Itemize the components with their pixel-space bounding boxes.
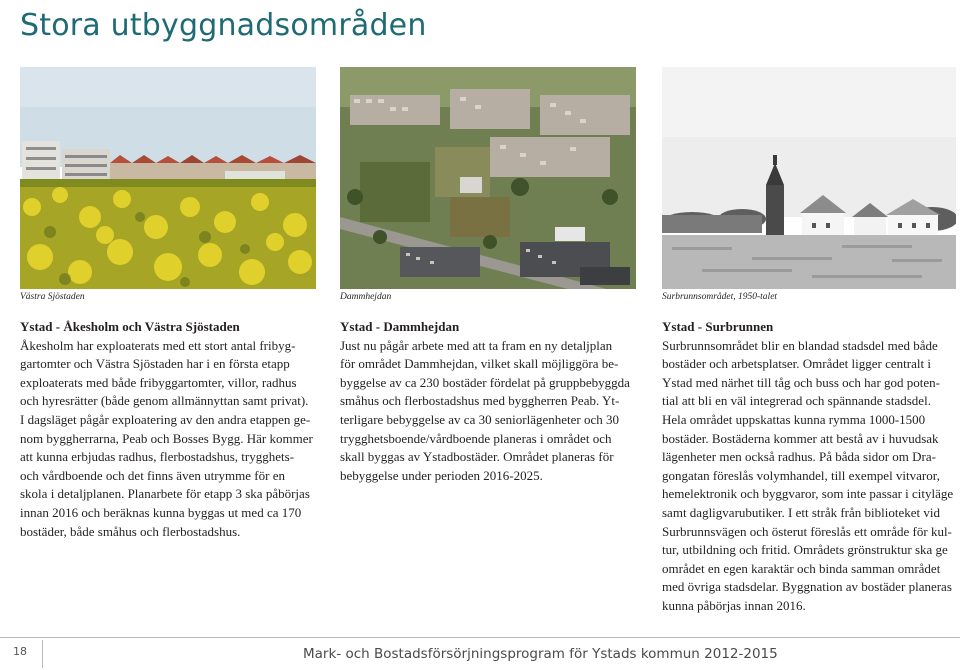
page-number: 18: [13, 645, 27, 658]
body-line: tur, utbildning och fritid. Områdets grönstruktur ska ge: [662, 542, 948, 558]
body-line: bostäder och arbetsplatser. Området ligger centralt i: [662, 356, 931, 372]
body-line: bostäder. Bostäderna kommer att bestå av i huvudsak: [662, 430, 939, 446]
body-line: I dagsläget pågår exploatering av den andra etappen ge-: [20, 411, 311, 427]
body-line: Surbrunnsvägen och österut föreslås ett område för kul-: [662, 523, 952, 539]
body-line: skall byggas av Ystadbostäder. Området planeras för: [340, 449, 614, 465]
body-line: Just nu pågår arbete med att ta fram en ny detaljplan: [340, 337, 613, 353]
body-line: Surbrunnsområdet blir en blandad stadsdel med både: [662, 337, 938, 353]
section-heading: Ystad - Surbrunnen: [662, 319, 774, 334]
section-heading: Ystad - Åkesholm och Västra Sjöstaden: [20, 319, 240, 334]
photo-dammhejdan: [340, 67, 636, 289]
body-line: lägenheter men också radhus. På båda sidor om Dra-: [662, 449, 936, 465]
body-line: tial att bli en väl integrerad och spännande stadsdel.: [662, 393, 931, 409]
photo-caption: Västra Sjöstaden: [20, 292, 85, 302]
body-line: nom byggherrarna, Peab och Bosses Bygg. Här kommer: [20, 430, 313, 446]
body-line: Åkesholm har exploaterats med ett stort antal fribyg-: [20, 337, 296, 353]
page-number-divider: [42, 640, 43, 668]
section-surbrunnen: [662, 318, 957, 616]
photo-caption: Surbrunnsområdet, 1950-talet: [662, 292, 778, 302]
body-line: att kunna erbjudas radhus, flerbostadshus, trygghets-: [20, 449, 295, 465]
body-line: för området Dammhejdan, vilket skall möjliggöra be-: [340, 356, 619, 372]
section-dammhejdan: [340, 318, 640, 485]
body-line: småhus och flerbostadshus med byggherren Peab. Yt-: [340, 393, 620, 409]
footer-divider: [0, 637, 960, 638]
body-line: hemelektronik och byggvaror, som inte passar i cityläge: [662, 486, 954, 502]
body-line: gongatan föreslås volymhandel, till exempel vitvaror,: [662, 467, 940, 483]
body-line: innan 2016 och beräknas kunna byggas ut med ca 170: [20, 504, 302, 520]
section-heading: Ystad - Dammhejdan: [340, 319, 460, 334]
body-line: Ystad med närhet till tåg och buss och har god poten-: [662, 374, 940, 390]
body-line: trygghetsboende/vårdboende planeras i området och: [340, 430, 612, 446]
body-line: bebyggelse under perioden 2016-2025.: [340, 467, 543, 483]
body-line: gartomter och Västra Sjöstaden har i en första etapp: [20, 356, 290, 372]
body-line: exploaterats med både fribyggartomter, villor, radhus: [20, 374, 297, 390]
body-line: samt dagligvarubutiker. I ett stråk från biblioteket vid: [662, 504, 940, 520]
body-line: terligare bebyggelse av ca 30 seniorlägenheter och 30: [340, 411, 620, 427]
body-line: och vårdboende och det finns även utrymme för en: [20, 467, 285, 483]
body-line: Hela området uppskattas kunna rymma 1000-1500: [662, 411, 926, 427]
photo-surbrunnen: [662, 67, 956, 289]
body-line: med övriga stadsdelar. Byggnation av bostäder planeras: [662, 579, 952, 595]
photo-vastra-sjostaden: [20, 67, 316, 289]
body-line: skola i detaljplanen. Planarbete för etapp 3 ska påbörjas: [20, 486, 310, 502]
footer-title: Mark- och Bostadsförsörjningsprogram för Ystads kommun 2012-2015: [303, 646, 778, 662]
body-line: kunna påbörjas innan 2016.: [662, 597, 806, 613]
page-title: Stora utbyggnadsområden: [20, 8, 427, 43]
body-line: bostäder, både småhus och flerbostadshus.: [20, 523, 241, 539]
body-line: området en egen karaktär och binda samman området: [662, 560, 941, 576]
photo-caption: Dammhejdan: [340, 292, 392, 302]
body-line: byggelse av ca 230 bostäder fördelat på gruppbebyggda: [340, 374, 630, 390]
body-line: och hyresrätter (både genom allmännyttan samt privat).: [20, 393, 309, 409]
section-akesholm: [20, 318, 320, 541]
